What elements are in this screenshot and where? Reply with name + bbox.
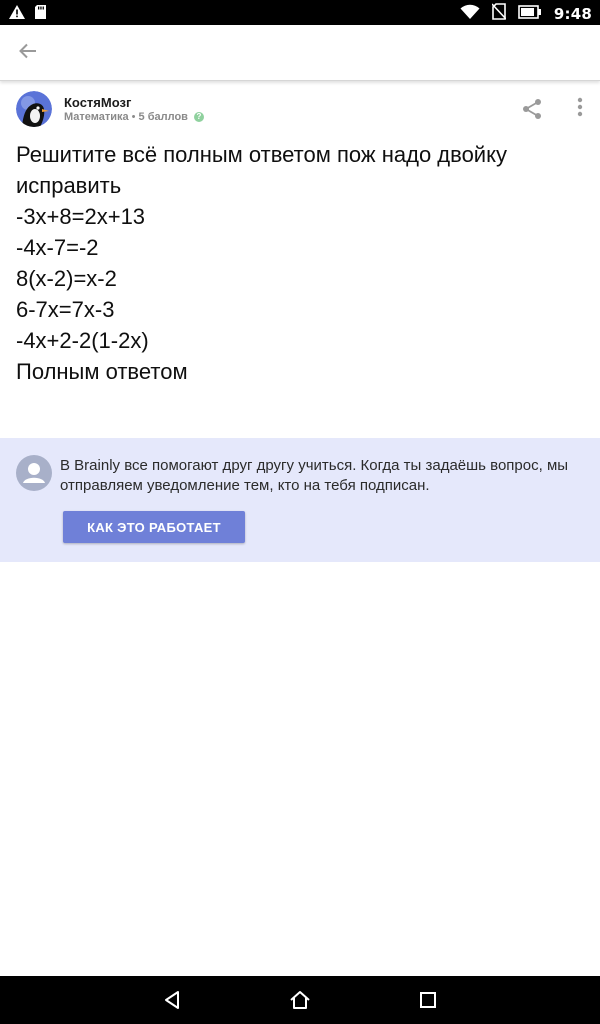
points-label: 5 баллов xyxy=(138,111,188,123)
question-content xyxy=(16,139,586,387)
user-placeholder-icon xyxy=(16,455,52,491)
navigation-bar xyxy=(0,976,600,1024)
sd-card-icon xyxy=(34,4,47,25)
back-triangle-icon xyxy=(160,999,184,1016)
question-text-line: Решитите всё полным ответом пож надо двойку xyxy=(16,142,507,167)
question-text-line: -3x+8=2x+13 xyxy=(16,204,146,229)
how-it-works-button[interactable]: КАК ЭТО РАБОТАЕТ xyxy=(63,511,245,543)
arrow-left-icon xyxy=(18,41,38,66)
question-text-line: -4x-7=-2 xyxy=(16,235,99,260)
question-text-line: -4x+2-2(1-2x) xyxy=(16,328,149,353)
nav-recents-button[interactable] xyxy=(416,988,440,1012)
no-sim-icon xyxy=(492,3,506,25)
status-time: 9:48 xyxy=(553,5,592,23)
warning-icon xyxy=(8,4,26,25)
more-vertical-icon xyxy=(577,97,583,122)
battery-icon xyxy=(518,5,542,24)
question-text-line: исправить xyxy=(16,173,122,198)
info-text: В Brainly все помогают друг другу учиться. Когда ты задаёшь вопрос, мы отправляем уведомление тем, кто на тебя подписан. xyxy=(60,457,569,494)
app-bar xyxy=(0,25,600,81)
info-panel xyxy=(0,438,600,562)
nav-back-button[interactable] xyxy=(160,988,184,1012)
question-text-line: 8(x-2)=x-2 xyxy=(16,266,117,291)
status-right-icons xyxy=(460,3,592,25)
share-icon xyxy=(520,108,544,125)
help-icon[interactable]: ? xyxy=(194,112,204,122)
status-bar xyxy=(0,0,600,25)
nav-home-button[interactable] xyxy=(288,988,312,1012)
home-icon xyxy=(288,999,312,1016)
back-button[interactable] xyxy=(14,39,42,67)
more-options-button[interactable] xyxy=(568,97,592,121)
subject-label[interactable]: Математика xyxy=(64,111,129,123)
wifi-icon xyxy=(460,4,480,25)
recents-square-icon xyxy=(416,999,440,1016)
share-button[interactable] xyxy=(520,97,544,121)
status-left-icons xyxy=(8,4,47,25)
question-text-line: Полным ответом xyxy=(16,359,188,384)
meta-separator: • xyxy=(131,111,136,123)
question-text-line: 6-7x=7x-3 xyxy=(16,297,115,322)
question-header xyxy=(0,88,600,132)
avatar[interactable] xyxy=(16,91,52,127)
author-name[interactable]: КостяМозг xyxy=(64,95,132,110)
question-meta xyxy=(64,111,204,123)
